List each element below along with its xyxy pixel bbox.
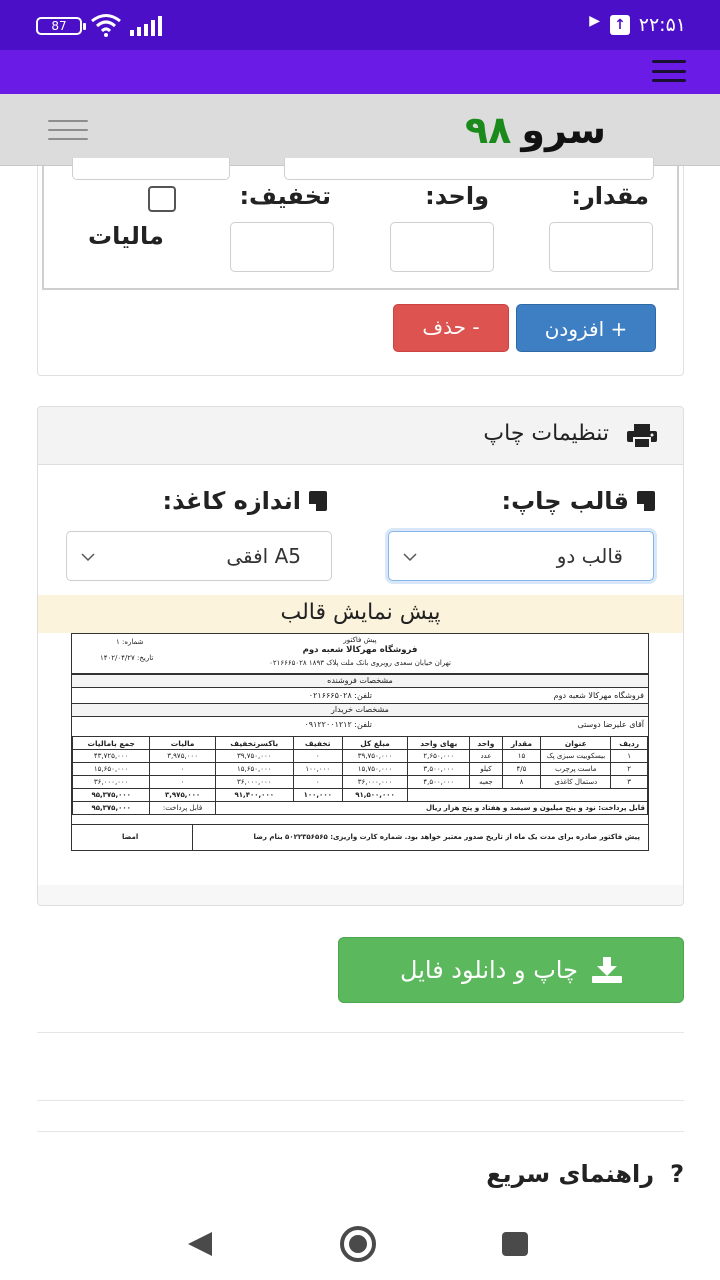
discount-label: تخفیف: bbox=[239, 182, 331, 210]
signal-icon bbox=[130, 16, 164, 36]
table-row: ۱ بیسکوییت سبزی پک ۱۵ عدد ۲,۶۵۰,۰۰۰ ۳۹,۷۵۰,۰۰۰ ۰ ۳۹,۷۵۰,۰۰۰ ۳,۹۷۵,۰۰۰ ۴۳,۷۲۵,۰۰۰ bbox=[73, 750, 648, 763]
invoice-table bbox=[72, 736, 648, 815]
paper-size-select[interactable]: A5 افقی bbox=[66, 531, 332, 581]
delete-button[interactable]: - حذف bbox=[393, 304, 509, 352]
print-settings-body bbox=[38, 465, 683, 885]
unit-input[interactable] bbox=[390, 222, 494, 272]
seller-name: فروشگاه مهرکالا شعبه دوم bbox=[553, 691, 644, 700]
item-form-card bbox=[37, 166, 684, 376]
battery-icon: 87 bbox=[36, 17, 82, 35]
template-select[interactable]: قالب دو bbox=[388, 531, 654, 581]
quantity-input[interactable] bbox=[549, 222, 653, 272]
play-icon: ▶ bbox=[589, 13, 600, 29]
invoice-preview bbox=[71, 633, 649, 851]
menu-icon[interactable] bbox=[652, 60, 686, 82]
tax-checkbox[interactable] bbox=[148, 186, 176, 212]
status-bar bbox=[0, 0, 720, 50]
signature-label: امضا bbox=[122, 833, 139, 841]
partial-input[interactable] bbox=[284, 158, 654, 180]
payable-row: قابل پرداخت: نود و پنج میلیون و سیصد و هفتاد و پنج هزار ریال قابل پرداخت: ۹۵,۳۷۵,۰۰۰ bbox=[73, 802, 648, 815]
buyer-row bbox=[72, 718, 648, 734]
totals-row: ۹۱,۵۰۰,۰۰۰ ۱۰۰,۰۰۰ ۹۱,۴۰۰,۰۰۰ ۳,۹۷۵,۰۰۰ ۹۵,۳۷۵,۰۰۰ bbox=[73, 789, 648, 802]
download-icon bbox=[592, 957, 622, 983]
app-header bbox=[0, 94, 720, 166]
print-download-button[interactable]: چاپ و دانلود فایل bbox=[338, 937, 684, 1003]
chevron-down-icon bbox=[81, 550, 95, 564]
home-button[interactable] bbox=[340, 1226, 376, 1262]
wifi-icon bbox=[90, 13, 122, 37]
table-row: ۲ ماست پرچرب ۴/۵ کیلو ۳,۵۰۰,۰۰۰ ۱۵,۷۵۰,۰۰۰ ۱۰۰,۰۰۰ ۱۵,۶۵۰,۰۰۰ ۰ ۱۵,۶۵۰,۰۰۰ bbox=[73, 763, 648, 776]
invoice-address: تهران خیابان سعدی روبروی بانک ملت پلاک ۱۸۹۳ ۰۲۱۶۶۶۵۰۲۸ bbox=[269, 659, 451, 667]
unit-label: واحد: bbox=[425, 182, 489, 210]
quick-guide-heading[interactable]: ? راهنمای سریع bbox=[486, 1160, 684, 1188]
upload-icon: ↑ bbox=[610, 15, 630, 35]
invoice-table-header: ردیف عنوان مقدار واحد بهای واحد مبلغ کل تخفیف باکسرتخفیف مالیات جمع بامالیات bbox=[73, 737, 648, 750]
clock: ۲۲:۵۱ bbox=[638, 14, 686, 36]
hamburger-menu-button[interactable] bbox=[48, 120, 88, 140]
question-icon: ? bbox=[670, 1160, 684, 1188]
item-fields-box bbox=[42, 166, 679, 290]
add-button[interactable]: + افزودن bbox=[516, 304, 656, 352]
paper-size-label: اندازه کاغذ: bbox=[163, 487, 328, 515]
invoice-date: تاریخ: ۱۴۰۲/۰۴/۲۷ bbox=[100, 654, 154, 662]
divider bbox=[37, 1032, 684, 1033]
recent-apps-button[interactable] bbox=[502, 1232, 528, 1256]
back-button[interactable] bbox=[188, 1232, 212, 1256]
invoice-header bbox=[72, 634, 648, 674]
file-icon bbox=[637, 491, 655, 511]
invoice-store-name: فروشگاه مهرکالا شعبه دوم bbox=[302, 645, 418, 655]
printer-icon bbox=[627, 424, 657, 448]
app-logo[interactable]: سرو۹۸ bbox=[464, 108, 606, 152]
template-preview-title: پیش نمایش قالب bbox=[38, 595, 683, 633]
buyer-section-title: مشخصات خریدار bbox=[72, 703, 648, 717]
seller-section-title: مشخصات فروشنده bbox=[72, 674, 648, 688]
template-label: قالب چاپ: bbox=[501, 487, 655, 515]
system-nav-bar bbox=[0, 1200, 720, 1280]
top-nav-bar bbox=[0, 50, 720, 94]
invoice-note: پیش فاکتور صادره برای مدت یک ماه از تاریخ صدور معتبر خواهد بود. شماره کارت واریزی: ۵۰۲۲۳۵۶۵۶۵ بنام رضا bbox=[253, 833, 640, 841]
chevron-down-icon bbox=[403, 550, 417, 564]
quantity-label: مقدار: bbox=[571, 182, 649, 210]
buyer-name: آقای علیرضا دوستی bbox=[577, 720, 644, 729]
print-settings-title: تنظیمات چاپ bbox=[483, 421, 609, 446]
invoice-number: شماره: ۱ bbox=[116, 638, 144, 646]
invoice-doc-type: پیش فاکتور bbox=[343, 636, 377, 644]
table-row: ۳ دستمال کاغذی ۸ جعبه ۴,۵۰۰,۰۰۰ ۳۶,۰۰۰,۰۰۰ ۰ ۳۶,۰۰۰,۰۰۰ ۰ ۳۶,۰۰۰,۰۰۰ bbox=[73, 776, 648, 789]
partial-input[interactable] bbox=[72, 158, 230, 180]
discount-input[interactable] bbox=[230, 222, 334, 272]
buyer-phone: تلفن: ۰۹۱۲۲۰۰۱۲۱۲ bbox=[304, 720, 372, 729]
print-settings-header bbox=[38, 407, 683, 465]
footer-divider bbox=[192, 825, 193, 851]
divider bbox=[37, 1100, 684, 1101]
print-settings-card bbox=[37, 406, 684, 906]
file-icon bbox=[309, 491, 327, 511]
tax-label: مالیات bbox=[88, 222, 164, 250]
seller-phone: تلفن: ۰۲۱۶۶۶۵۰۲۸ bbox=[308, 691, 372, 700]
invoice-footer bbox=[72, 824, 648, 851]
divider bbox=[37, 1131, 684, 1132]
